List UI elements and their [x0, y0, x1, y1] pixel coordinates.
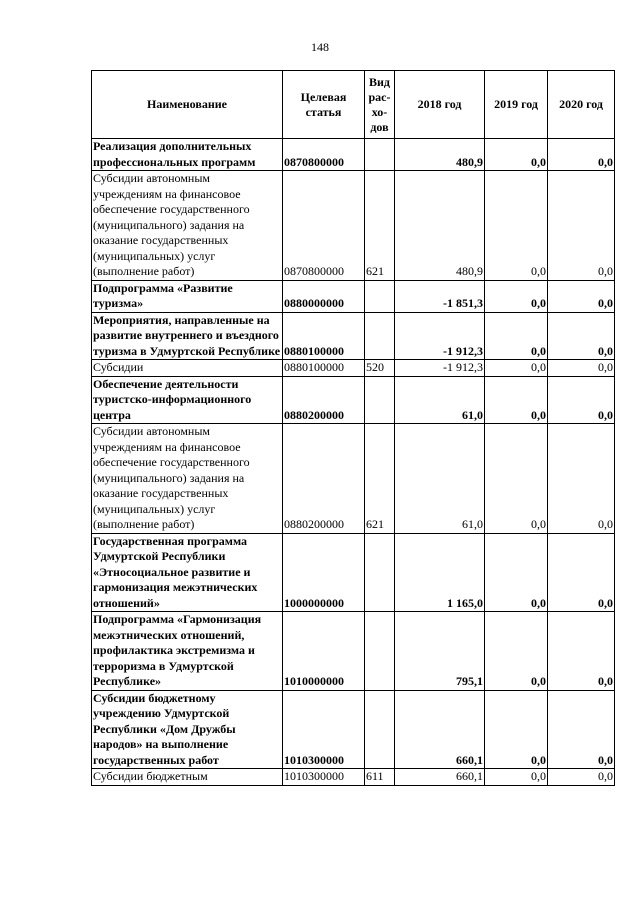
row-value-2019: 0,0	[485, 280, 548, 312]
table-row	[92, 769, 615, 786]
row-name: Субсидии автономным учреждениям на финансовое обеспечение государственного (муниципального) задания на оказание государственных (муниципальных) услуг (выполнение работ)	[92, 424, 283, 534]
row-name: Подпрограмма «Гармонизация межэтнических отношений, профилактика экстремизма и терроризма в Удмуртской Республике»	[92, 612, 283, 691]
row-value-2018: 61,0	[395, 424, 485, 534]
row-target-code: 0880100000	[283, 360, 365, 377]
row-value-2020: 0,0	[548, 769, 615, 786]
row-value-2018: -1 912,3	[395, 360, 485, 377]
row-value-2020: 0,0	[548, 280, 615, 312]
row-value-2018: 480,9	[395, 139, 485, 171]
row-name: Мероприятия, направленные на развитие внутреннего и въездного туризма в Удмуртской Республике	[92, 312, 283, 360]
table-row	[92, 139, 615, 171]
row-value-2020: 0,0	[548, 612, 615, 691]
row-name: Государственная программа Удмуртской Республики «Этносоциальное развитие и гармонизация межэтнических отношений»	[92, 533, 283, 612]
header-2019: 2019 год	[485, 71, 548, 139]
table-row	[92, 171, 615, 281]
row-value-2019: 0,0	[485, 139, 548, 171]
row-value-2019: 0,0	[485, 171, 548, 281]
row-value-2020: 0,0	[548, 139, 615, 171]
table-row	[92, 533, 615, 612]
row-value-2020: 0,0	[548, 376, 615, 424]
row-name: Субсидии автономным учреждениям на финансовое обеспечение государственного (муниципального) задания на оказание государственных (муниципальных) услуг (выполнение работ)	[92, 171, 283, 281]
row-target-code: 1010000000	[283, 612, 365, 691]
row-value-2019: 0,0	[485, 424, 548, 534]
row-expense-type: 520	[365, 360, 395, 377]
header-2018: 2018 год	[395, 71, 485, 139]
row-value-2018: 795,1	[395, 612, 485, 691]
row-name: Подпрограмма «Развитие туризма»	[92, 280, 283, 312]
row-value-2019: 0,0	[485, 360, 548, 377]
row-value-2018: 660,1	[395, 769, 485, 786]
row-value-2020: 0,0	[548, 533, 615, 612]
row-value-2019: 0,0	[485, 612, 548, 691]
row-expense-type	[365, 533, 395, 612]
table-row	[92, 280, 615, 312]
row-value-2019: 0,0	[485, 312, 548, 360]
row-value-2020: 0,0	[548, 312, 615, 360]
row-expense-type: 621	[365, 424, 395, 534]
row-value-2018: 660,1	[395, 690, 485, 769]
row-expense-type: 611	[365, 769, 395, 786]
row-name: Реализация дополнительных профессиональных программ	[92, 139, 283, 171]
row-value-2018: -1 851,3	[395, 280, 485, 312]
row-value-2020: 0,0	[548, 360, 615, 377]
row-expense-type: 621	[365, 171, 395, 281]
table-row	[92, 312, 615, 360]
row-value-2019: 0,0	[485, 533, 548, 612]
row-expense-type	[365, 280, 395, 312]
row-value-2018: 480,9	[395, 171, 485, 281]
table-row	[92, 690, 615, 769]
row-expense-type	[365, 612, 395, 691]
row-target-code: 0880000000	[283, 280, 365, 312]
row-target-code: 1000000000	[283, 533, 365, 612]
row-target-code: 1010300000	[283, 690, 365, 769]
row-name: Субсидии бюджетному учреждению Удмуртской Республики «Дом Дружбы народов» на выполнение государственных работ	[92, 690, 283, 769]
row-target-code: 0870800000	[283, 171, 365, 281]
row-expense-type	[365, 312, 395, 360]
page-number: 148	[311, 40, 329, 54]
table-row	[92, 612, 615, 691]
row-value-2019: 0,0	[485, 690, 548, 769]
row-target-code: 0880200000	[283, 424, 365, 534]
table-row	[92, 424, 615, 534]
table-row	[92, 360, 615, 377]
row-expense-type	[365, 690, 395, 769]
budget-table	[91, 70, 615, 786]
header-code: Целевая статья	[283, 71, 365, 139]
row-value-2019: 0,0	[485, 769, 548, 786]
row-target-code: 0870800000	[283, 139, 365, 171]
row-target-code: 1010300000	[283, 769, 365, 786]
header-name: Наименование	[92, 71, 283, 139]
row-target-code: 0880100000	[283, 312, 365, 360]
table-row	[92, 376, 615, 424]
row-target-code: 0880200000	[283, 376, 365, 424]
row-value-2019: 0,0	[485, 376, 548, 424]
header-2020: 2020 год	[548, 71, 615, 139]
row-name: Субсидии	[92, 360, 283, 377]
table-header-row	[92, 71, 615, 139]
row-expense-type	[365, 376, 395, 424]
row-name: Субсидии бюджетным	[92, 769, 283, 786]
row-expense-type	[365, 139, 395, 171]
row-value-2018: 1 165,0	[395, 533, 485, 612]
row-value-2020: 0,0	[548, 171, 615, 281]
header-expense-type: Вид рас-хо-дов	[365, 71, 395, 139]
row-value-2018: -1 912,3	[395, 312, 485, 360]
row-value-2020: 0,0	[548, 424, 615, 534]
row-name: Обеспечение деятельности туристско-информационного центра	[92, 376, 283, 424]
row-value-2020: 0,0	[548, 690, 615, 769]
row-value-2018: 61,0	[395, 376, 485, 424]
